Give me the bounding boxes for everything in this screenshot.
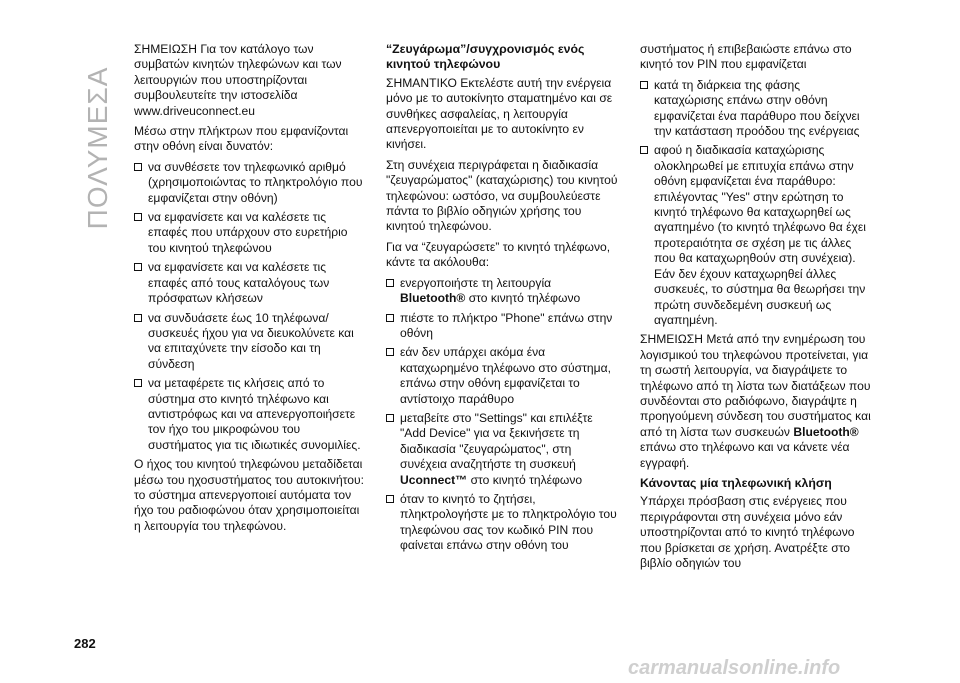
bullet-item xyxy=(640,143,872,328)
bullet-item xyxy=(134,260,366,306)
bullet-text: να εμφανίσετε και να καλέσετε τις επαφές που υπάρχουν στο ευρετήριο του κινητού τηλεφώνου xyxy=(148,210,348,255)
note-text: ΣΗΜΕΙΩΣΗ Μετά από την ενημέρωση του λογισμικού του τηλεφώνου προτείνεται, για τη σωστή λειτουργία, να διαγράψετε το τηλέφωνο από τη λίστα των διατάξεων που συνδέονται στο ραδιόφωνο, διαγράψτε η προηγούμενη σύνδεση του συστήματος και από τη λίστα των συσκευών xyxy=(640,332,871,439)
instructions-intro: Για να “ζευγαρώσετε” το κινητό τηλέφωνο, κάντε τα ακόλουθα: xyxy=(386,239,611,270)
bullet-text: κατά τη διάρκεια της φάσης καταχώρισης επάνω στην οθόνη εμφανίζεται ένα παράθυρο που δείχνει την κατάσταση προόδου της ενέργειας xyxy=(654,77,860,139)
bullet-text: να μεταφέρετε τις κλήσεις από το σύστημα στο κινητό τηλέφωνο και αντιστρόφως και να απενεργοποιήσετε τον ήχο του μικροφώνου του συστήματος για τις ιδιωτικές συνομιλίες. xyxy=(148,376,361,452)
bullet-item xyxy=(134,160,366,206)
page-number: 282 xyxy=(74,636,96,651)
bullet-text: αφού η διαδικασία καταχώρισης ολοκληρωθεί με επιτυχία επάνω στην οθόνη εμφανίζεται ένα παράθυρο: επιλέγοντας "Yes" στην ερώτηση το κινητό τηλέφωνο θα καταχωρηθεί ως αγαπημένο (το κινητό τηλέφωνο θα έχει προτεραιότητα σε σχέση με τις άλλες που θα καταχωρηθούν στη συνέχεια). Εάν δεν έχουν καταχωρηθεί άλλες συσκευές, το σύστημα θα θεωρήσει την πρώτη συνδεδεμένη συσκευή ως αγαπημένη. xyxy=(654,143,866,327)
call-paragraph: Υπάρχει πρόσβαση στις ενέργειες που περιγράφονται στη συνέχεια μόνο εάν υποστηρίζονται από το κινητό τηλέφωνο που βρίσκεται σε χρήση. Ανατρέξτε στο βιβλίο οδηγιών του xyxy=(640,494,855,570)
watermark: carmanualsonline.info xyxy=(628,657,841,679)
checkbox-bullet-icon xyxy=(134,263,142,271)
bullet-text: στο κινητό τηλέφωνο xyxy=(468,291,581,306)
bluetooth-label: Bluetooth® xyxy=(793,424,859,439)
checkbox-bullet-icon xyxy=(640,81,648,89)
continuation-paragraph: συστήματος ή επιβεβαιώστε επάνω στο κινητό τον PIN που εμφανίζεται xyxy=(640,42,852,72)
uconnect-label: Uconnect™ xyxy=(400,472,468,487)
column-2 xyxy=(386,42,618,558)
procedure-paragraph: Στη συνέχεια περιγράφεται η διαδικασία "ζευγαρώματος" (καταχώρισης) του κινητού τηλεφώνου: ωστόσο, να συμβουλεύεστε πάντα το βιβλίο οδηγιών χρήσης του κινητού τηλεφώνου. xyxy=(386,157,618,234)
bullet-text: να εμφανίσετε και να καλέσετε τις επαφές από τους καταλόγους των πρόσφατων κλήσεων xyxy=(148,260,330,306)
checkbox-bullet-icon xyxy=(640,146,648,154)
section-title: ΠΟΛΥΜΕΣΑ xyxy=(82,66,113,230)
bullet-text: να συνδυάσετε έως 10 τηλέφωνα/συσκευές ήχου για να διευκολύνετε και να επιταχύνετε την είσοδο και τη σύνδεση xyxy=(148,310,354,371)
important-paragraph: ΣΗΜΑΝΤΙΚΟ Εκτελέστε αυτή την ενέργεια μόνο με το αυτοκίνητο σταματημένο και σε συνθήκες ασφαλείας, η λειτουργία απενεργοποιείται με το αυτοκίνητο εν κινήσει. xyxy=(386,75,613,152)
bullet-item xyxy=(386,492,618,554)
bullet-item xyxy=(134,210,366,256)
checkbox-bullet-icon xyxy=(386,314,394,322)
bullet-item xyxy=(386,276,618,307)
section-title-vertical xyxy=(78,38,118,258)
checkbox-bullet-icon xyxy=(386,279,394,287)
bluetooth-label: Bluetooth® xyxy=(400,291,466,306)
checkbox-bullet-icon xyxy=(134,379,142,387)
checkbox-bullet-icon xyxy=(386,495,394,503)
checkbox-bullet-icon xyxy=(386,414,394,422)
checkbox-bullet-icon xyxy=(134,213,142,221)
bullet-item xyxy=(386,345,618,407)
bullet-text: μεταβείτε στο "Settings" και επιλέξτε "Add Device" για να ξεκινήσετε τη διαδικασία "ζευγαρώματος", στη συνέχεια αναζητήστε τη συσκευή xyxy=(400,410,593,472)
call-heading: Κάνοντας μία τηλεφωνική κλήση xyxy=(640,475,832,490)
bullet-item xyxy=(640,78,872,140)
column-3 xyxy=(640,42,872,576)
pairing-heading: “Ζευγάρωμα”/συγχρονισμός ενός κινητού τηλεφώνου xyxy=(386,42,585,72)
bullet-item xyxy=(386,311,618,342)
intro-paragraph: Μέσω στην πλήκτρων που εμφανίζονται στην οθόνη είναι δυνατόν: xyxy=(134,124,349,154)
note-update-paragraph xyxy=(640,332,872,471)
bullet-text: ενεργοποιήστε τη λειτουργία xyxy=(400,275,552,290)
note-paragraph: ΣΗΜΕΙΩΣΗ Για τον κατάλογο των συμβατών κινητών τηλεφώνων και των λειτουργιών που υποστηρίζονται συμβουλευτείτε την ιστοσελίδα www.driveuconnect.eu xyxy=(134,42,342,118)
checkbox-bullet-icon xyxy=(134,314,142,322)
bullet-text: στο κινητό τηλέφωνο xyxy=(470,472,583,487)
bullet-item xyxy=(134,376,366,453)
note-text: επάνω στο τηλέφωνο και να κάνετε νέα εγγραφή. xyxy=(640,440,850,470)
bullet-text: όταν το κινητό το ζητήσει, πληκτρολογήστε με το πληκτρολόγιο του τηλεφώνου σας τον κωδικό PIN που φαίνεται επάνω στην οθόνη του xyxy=(400,491,617,553)
checkbox-bullet-icon xyxy=(134,163,142,171)
bullet-item xyxy=(386,411,618,488)
bullet-text: να συνθέσετε τον τηλεφωνικό αριθμό (χρησιμοποιώντας το πληκτρολόγιο που εμφανίζεται στην οθόνη) xyxy=(148,159,363,205)
checkbox-bullet-icon xyxy=(386,348,394,356)
audio-paragraph: Ο ήχος του κινητού τηλεφώνου μεταδίδεται μέσω του ηχοσυστήματος του αυτοκινήτου: το σύστημα απενεργοποιεί αυτόματα τον ήχο του ραδιοφώνου όταν χρησιμοποιείται η λειτουργία του τηλεφώνου. xyxy=(134,457,364,533)
bullet-text: εάν δεν υπάρχει ακόμα ένα καταχωρημένο τηλέφωνο στο σύστημα, επάνω στην οθόνη εμφανίζεται το αντίστοιχο παράθυρο xyxy=(400,345,611,406)
bullet-item xyxy=(134,311,366,373)
bullet-text: πιέστε το πλήκτρο "Phone" επάνω στην οθόνη xyxy=(400,310,613,340)
column-1 xyxy=(134,42,366,539)
